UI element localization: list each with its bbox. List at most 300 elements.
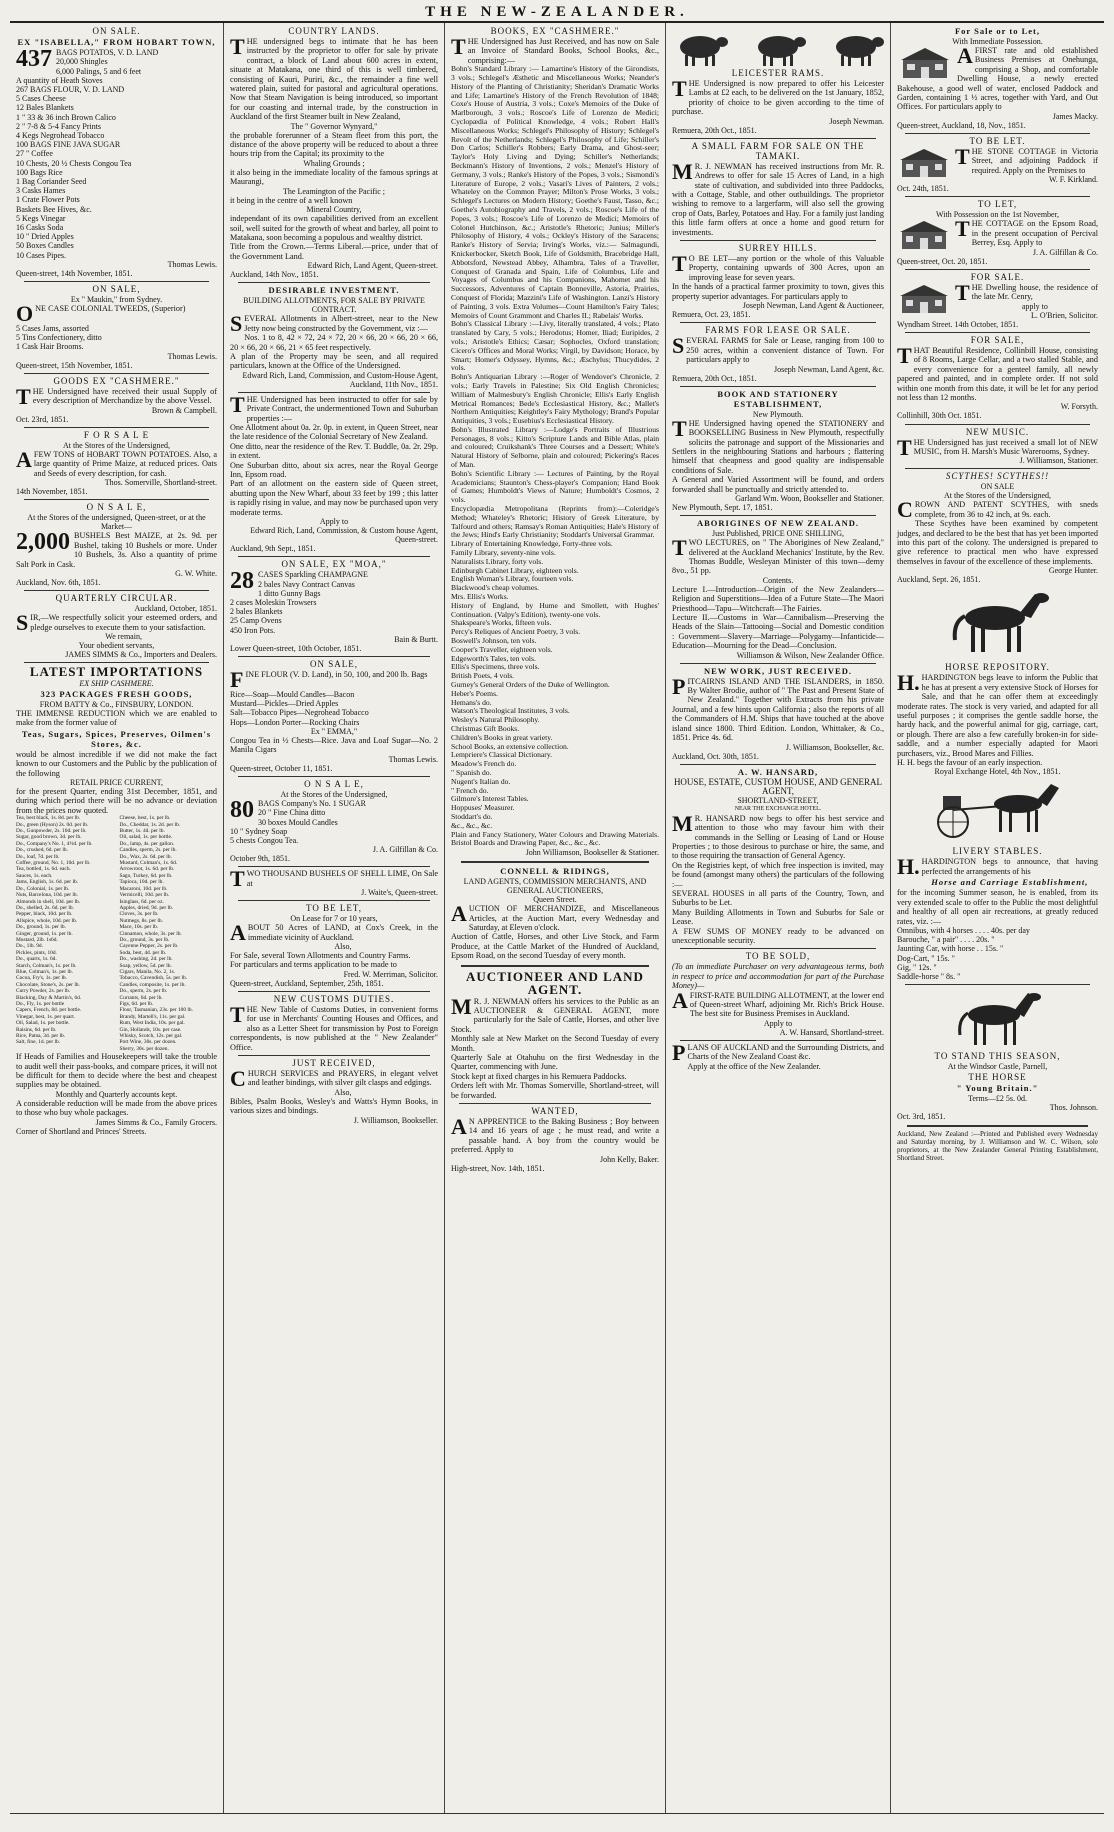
ad-signature: Thos. Johnson.	[1049, 1103, 1098, 1113]
column-2	[224, 23, 445, 1813]
list-item: Ginger, ground, 1s. per lb.	[16, 930, 73, 937]
list-item: Cloves, 3s. per lb.	[119, 911, 159, 918]
ad-body: Title from the Crown.—Terms Liberal.—price, under that of the Government Land.	[230, 242, 438, 261]
list-item: 100 Bags Rice	[16, 167, 63, 177]
ad-footer: Queen-street, 14th November, 1851.	[16, 268, 133, 278]
ad-footer: Auckland, Nov. 6th, 1851.	[16, 577, 101, 587]
list-item: Soap, yellow, 5d. per lb.	[119, 962, 172, 969]
ad-hobart	[16, 26, 217, 278]
divider	[461, 861, 649, 863]
list-item: 10 " Sydney Soap	[230, 826, 288, 836]
ad-heading: ON SALE,	[92, 284, 141, 295]
ad-heading: HORSE REPOSITORY.	[945, 662, 1050, 673]
price-list-right	[120, 815, 218, 1052]
sheep-icon	[750, 29, 806, 67]
ad-auctioneer	[451, 970, 659, 1100]
list-item: Mustard—Pickles—Dried Apples	[230, 699, 339, 709]
ad-to-stand	[897, 1051, 1098, 1121]
ad-body: Plain and Fancy Stationery, Water Colours and Drawing Materials. Bristol Boards and Drawing Paper, &c., &c., &c.	[451, 829, 659, 848]
ad-body: N APPRENTICE to the Baking Business ; Boy between 14 and 16 years of age ; he must read, and write a passable hand. A boy from the country would be preferred. Apply to	[451, 1117, 659, 1155]
list-item: Tea, best black, 1s. 8d. per lb.	[16, 815, 81, 822]
ad-customs	[230, 994, 438, 1052]
ad-quantity: 2,000	[16, 529, 70, 556]
item-list	[16, 57, 217, 259]
ad-heading: A SMALL FARM FOR SALE ON THE TAMAKI.	[691, 140, 865, 161]
ad-footer: Remuera, 20th Oct., 1851.	[672, 373, 757, 383]
list-item: Vinegar, best, 1s. per quart.	[16, 1013, 76, 1020]
divider	[680, 240, 876, 241]
ad-body: R. HANSARD now begs to offer his best service and attention to those who may favour him with their commands in the Selling or Leasing of Land or House Properties ; to those desirous to purchase or hire, the same, and to those requiring the transaction of General Agency.	[672, 813, 884, 861]
ad-goods	[16, 376, 217, 424]
ad-heading: AUCTIONEER AND LAND AGENT.	[466, 968, 644, 997]
cottage-icon	[897, 147, 951, 179]
list-item: Do., shelled, 2s. 6d. per lb.	[16, 904, 74, 911]
ad-from: FROM BATTY & Co., FINSBURY, LONDON.	[39, 699, 194, 709]
list-item: Macaroni, 10d. per lb.	[119, 885, 168, 892]
ad-body: HE undersigned begs to intimate that he has been instructed by the proprietor to offer for sale by private contract, a block of Land about 600 acres in extent, situate at Matakana, one third of this is well timbered, consisting of Kauri, Puriri, &c., the remainder a fine well watered plain, suited for pastoral and agricultural operations. Now that Steam Navigation is being introduced, so important for our coasting and internal trade, by the construction in Auckland of the first Steamer built in New Zealand,	[230, 37, 438, 122]
ad-body: A General and Varied Assortment will be found, and orders forwarded shall be punctually and strictly attended to.	[672, 475, 884, 494]
ad-body: Orders left with Mr. Thomas Somerville, Shortland-street, will be forwarded.	[451, 1081, 659, 1100]
ad-signature: Joseph Newman, Land Agent, &c.	[774, 364, 884, 374]
ad-body: These Scythes have been examined by competent judges, and declared to be the best that has yet been imported into this part of the colony. The undersigned is prepared to give reference to practical men who have expressed themselves in favour of the excellence of these implements.	[897, 519, 1098, 566]
drop-cap: C	[230, 1066, 246, 1091]
ad-heading: FOR SALE.	[970, 271, 1025, 282]
drop-cap: M	[451, 993, 472, 1019]
list-item: British Poets, 4 vols.	[451, 671, 515, 681]
list-item: Do., ground, 3s. per lb.	[119, 936, 170, 943]
ad-heading: LATEST IMPORTATIONS	[29, 663, 204, 679]
list-item: Family Library, seventy-nine vols.	[451, 548, 556, 558]
list-item: Whisky, Scotch, 12s. per gal.	[119, 1033, 183, 1040]
ad-footer: Royal Exchange Hotel, 4th Nov., 1851.	[934, 767, 1061, 777]
list-item: Port Wine, 30s. per dozen.	[119, 1039, 177, 1046]
ad-body: BOUT 50 Acres of LAND, at Cox's Creek, in the immediate vicinity of Auckland.	[247, 923, 438, 942]
divider	[680, 948, 876, 949]
ad-leicester-rams	[672, 25, 884, 135]
ad-signature: J. Williamson, Stationer.	[1019, 456, 1098, 466]
ad-body: HE Undersigned having opened the STATIONERY and BOOKSELLING Business in New Plymouth, respectfully solicits the patronage and support of the Missionaries and Settlers in the neighbouring Stations and harbours ; flattering himself that cheapness and good quality are indispensable conditions of Sale.	[672, 418, 884, 475]
ad-closing: Your obedient servants,	[78, 640, 155, 650]
ad-heading: ABORIGINES OF NEW ZEALAND.	[696, 518, 860, 529]
ad-quantity: 80	[230, 796, 254, 823]
divider	[459, 1103, 651, 1104]
ad-wanted	[451, 1106, 659, 1173]
divider	[905, 133, 1090, 134]
divider	[680, 515, 876, 516]
list-item: Gig, " 12s. "	[897, 962, 937, 972]
list-item: Arrowroot, 1s. 6d. per lb.	[119, 866, 175, 873]
list-item: Coffee, ground, No. 1, 10d. per lb.	[16, 860, 91, 867]
ad-heading: FOR SALE,	[970, 334, 1025, 345]
divider	[680, 764, 876, 765]
ad-heading: F O R S A L E	[83, 429, 150, 440]
ad-ship: EX SHIP CASHMERE.	[79, 678, 154, 688]
ad-subheading: BUILDING ALLOTMENTS, FOR SALE BY PRIVATE CONTRACT.	[243, 296, 425, 315]
ad-body: For Sale, several Town Allotments and Country Farms.	[230, 950, 411, 960]
divider	[461, 965, 649, 967]
ad-body: FIRST-RATE BUILDING ALLOTMENT, at the lower end of Queen-street Wharf, adjoining Mr. Rich's Brick House. The best site for Business Premises in Auckland.	[689, 990, 884, 1019]
ad-footer: Apply at the office of the New Zealander.	[687, 1061, 821, 1071]
ad-body: A plan of the Property may be seen, and all required particulars, known at the Office of the Undersigned.	[230, 351, 438, 371]
ad-signature: Thomas Lewis.	[167, 351, 217, 361]
drop-cap: S	[672, 333, 685, 359]
drop-cap: T	[672, 415, 687, 441]
list-item: Do., Cheddar, 1s. 2d. per lb.	[119, 821, 181, 828]
divider	[680, 663, 876, 664]
divider	[905, 332, 1090, 333]
ad-body: HE Undersigned has Just Received, and has now on Sale an Invoice of Standard Books, School Books, &c., comprising:—	[467, 37, 659, 65]
list-item: Starch, Colman's, 1s. per lb.	[16, 962, 77, 969]
ad-to-be-sold	[672, 951, 884, 1036]
ad-subheading: At the Stores of the Undersigned,	[943, 491, 1052, 501]
list-item: 1 Cask Hair Brooms.	[16, 342, 84, 352]
ad-apply: Apply to	[763, 1018, 793, 1028]
list-item: Vermicelli, 10d. per lb.	[119, 892, 170, 899]
ad-bold-line: Horse and Carriage Establishment,	[931, 877, 1089, 888]
ad-subheading: At the Stores of the undersigned, Queen-street, or at the Market—	[27, 513, 206, 532]
divider	[238, 392, 430, 393]
list-item: History of England, by Hume and Smollett, with Hughes' Continuation. (Valpy's Edition), twenty-one vols.	[451, 600, 659, 619]
ad-signature: Brown & Campbell.	[151, 405, 217, 415]
masthead-title: THE NEW-ZEALANDER.	[425, 4, 689, 20]
ad-horse-name: " Young Britain."	[956, 1083, 1039, 1094]
list-item: Sauces, 1s. each.	[16, 872, 53, 879]
list-item: Do., Wax, 2s. 6d. per lb.	[119, 853, 172, 860]
ad-heading: NEW WORK, JUST RECEIVED.	[704, 665, 852, 676]
list-item: Isinglass, 6d. per oz.	[119, 898, 164, 905]
list-item: Candles, composite, 1s. per lb.	[119, 981, 186, 988]
ad-body: independant of its own capabilities derived from an excellent soil, well suited for the growth of wheat and barley, all point to Matakana, soon becoming a populous and wealthy district.	[230, 214, 438, 242]
drop-cap: T	[230, 1001, 245, 1027]
ad-circular	[16, 593, 217, 659]
list-item: Jaunting Car, with horse . . 15s. "	[897, 944, 1004, 954]
column-5	[891, 23, 1104, 1813]
ad-body: HE New Table of Customs Duties, in convenient forms for use in Merchants' Counting Houses and Offices, and also as a Letter Sheet for transmission by Post to Foreign correspondents, is now published at the " New Zealander" Office.	[230, 1004, 438, 1052]
ad-new-work	[672, 666, 884, 761]
ad-subheading: New Plymouth.	[752, 409, 804, 419]
ad-heading: BOOK AND STATIONERY ESTABLISHMENT,	[717, 388, 839, 409]
ad-signature: John Williamson, Bookseller & Stationer.	[525, 848, 659, 858]
drop-cap: T	[230, 391, 245, 417]
drop-cap: T	[672, 251, 687, 277]
list-item: Cooper's Traveller, eighteen vols.	[451, 644, 553, 654]
drop-cap: H.	[897, 670, 920, 696]
columns	[10, 23, 1104, 1814]
ad-footer: Queen-street, October 11, 1851.	[230, 763, 333, 773]
ad-body: HARDINGTON begs to announce, that having perfected the arrangements of his	[921, 857, 1098, 876]
list-item: Salt, fine, 1d. per lb.	[16, 1039, 61, 1046]
list-item: 5 Cases Cheese	[16, 94, 66, 104]
ad-livery-stables	[897, 846, 1098, 981]
ad-new-music	[897, 427, 1098, 466]
ad-subheading: LAND AGENTS, COMMISSION MERCHANTS, AND GENERAL AUCTIONEERS,	[463, 877, 647, 896]
list-item: Cinnamon, whole, 3s. per lb.	[119, 930, 182, 937]
ad-heading: FARMS FOR LEASE OR SALE.	[705, 325, 851, 336]
ad-quantity: 437	[16, 46, 52, 72]
ad-also: Also,	[334, 941, 352, 951]
drop-cap: H.	[897, 854, 920, 880]
ad-subheading: At the Stores of the Undersigned,	[62, 440, 171, 450]
list-item: 1 ditto Gunny Bags	[258, 588, 321, 598]
list-item: Candles, sperm, 2s. per lb.	[119, 847, 177, 854]
ad-surrey-hills	[672, 243, 884, 319]
list-item: Mrs. Ellis's Works.	[451, 592, 509, 602]
ad-signature: J. Waite's, Queen-street.	[361, 888, 438, 898]
ad-subheading: ON SALE	[980, 482, 1015, 492]
ad-heading: For Sale or to Let,	[954, 26, 1041, 36]
ad-body: HE Dwelling house, the residence of the late Mr. Cenry,	[971, 282, 1098, 302]
ad-moa	[230, 559, 438, 653]
ad-body: Part of an allotment on the eastern side of Queen street, abutting upon the New Wharf, about 33 feet by 199 ; this latter is rapidly rising in value, and may now be purchased upon very moderate terms.	[230, 479, 438, 517]
ad-signature: Joseph Newman, Land Agent & Auctioneer,	[742, 301, 884, 311]
list-item: 5 Tins Confectionery, ditto	[16, 333, 102, 343]
list-item: 20,000 Shingles	[56, 57, 108, 67]
ad-body: Quarterly Sale at Otahuhu on the first Wednesday in the Quarter, commencing with June.	[451, 1053, 659, 1072]
list-item: Ellis's Specimens, three vols.	[451, 662, 540, 672]
list-item: &c., &c., &c.	[451, 820, 493, 830]
ad-body: O BE LET—any portion or the whole of this Valuable Property, containing upwards of 300 Acres, upon an improving lease for seven years.	[688, 254, 884, 282]
ad-signature: W. Forsyth.	[1060, 402, 1098, 412]
ad-body: Congou Tea in ½ Chests—Rice. Java and Loaf Sugar—No. 2 Manila Cigars	[230, 735, 438, 755]
list-item: Stoddart's do.	[451, 811, 493, 821]
list-item: Blacking, Day & Martin's, 6d.	[16, 994, 82, 1001]
column-1	[10, 23, 224, 1813]
ad-signature: W. F. Kirkland.	[1048, 175, 1098, 185]
list-item: Capers, French, 8d. per bottle.	[16, 1007, 82, 1014]
ad-body: HE Undersigned is now prepared to offer his Leicester Lambs at £2 each, to be delivered on the 1st January, 1852, priority of choice to be given according to the time of purchase.	[672, 79, 884, 117]
ad-body: Nos. 1 to 8, 42 × 72, 24 × 72, 20 × 66, 20 × 66, 20 × 66, 20 × 66, 20 × 66, 21 × 65 feet respectively.	[230, 333, 438, 352]
drop-cap: O	[16, 301, 34, 327]
divider	[238, 866, 430, 867]
ad-body: Monthly sale at New Market on the Second Tuesday of every Month.	[451, 1034, 659, 1053]
drop-cap: M	[672, 158, 693, 184]
ad-body: THE IMMENSE REDUCTION which we are enabled to make from the former value of	[16, 708, 217, 728]
ad-footer: Oct. 3rd, 1851.	[897, 1112, 946, 1122]
list-item: Mustard, Colman's, 1s. 6d.	[119, 860, 178, 867]
list-item: Children's Books in great variety.	[451, 732, 553, 742]
list-item: Soda, best, 4d. per lb.	[119, 949, 167, 956]
ad-signature: J. A. Gilfillan & Co.	[1032, 247, 1098, 257]
ad-body: UCTION OF MERCHANDIZE, and Miscellaneous Articles, at the Auction Mart, every Wednesday and Saturday, at Eleven o'clock.	[468, 904, 659, 932]
drop-cap: A	[451, 901, 467, 927]
ad-body: HAT Beautiful Residence, Collinbill House, consisting of 8 Rooms, Large Cellar, and a two stalled Stable, and every convenience for a genteel family, all newly papered and painted, and in complete order. If not sold within one month from this date, it will be let for any period not less than 12 months.	[897, 345, 1098, 402]
ad-heading: ON SALE, EX "MOA,"	[281, 559, 387, 570]
sheep-icon	[828, 29, 884, 67]
list-item: 12 Bales Blankets	[16, 103, 74, 113]
list-item: Oil, Salad, 1s. per bottle.	[16, 1020, 70, 1027]
ad-body: On the Registries kept, of which free inspection is invited, may be found (amongst many others) the particulars of the following :—	[672, 860, 884, 889]
list-item: 2 cases Moleskin Trowsers	[230, 598, 317, 608]
sheep-icon	[672, 29, 728, 67]
ad-signature: Williamson & Wilson, New Zealander Office.	[736, 650, 884, 660]
ad-signature: G. W. White.	[175, 568, 217, 578]
list-item: Do., green (Hyson) 2s. 0d. per lb.	[16, 821, 89, 828]
ad-farms	[672, 325, 884, 382]
divider	[680, 322, 876, 323]
drop-cap: F	[230, 667, 244, 693]
list-item: School Books, an extensive collection.	[451, 741, 569, 751]
ad-country-lands	[230, 26, 438, 279]
ad-books	[451, 26, 659, 857]
imprint-text: Auckland, New Zealand :—Printed and Published every Wednesday and Saturday morning, by J. Williamson and W. C. Wilson, sole proprietors, at the New Zealander General Printing Establishment, Shortland Street.	[897, 1130, 1098, 1163]
list-item: Currants, 6d. per lb.	[119, 994, 163, 1001]
list-item: Curry Powder, 2s. per lb.	[16, 988, 71, 995]
ad-subheading: HOUSE, ESTATE, CUSTOM HOUSE, AND GENERAL AGENT,	[673, 776, 883, 796]
drop-cap: T	[955, 216, 970, 242]
ad-highlight: The " Governor Wynyard,"	[290, 121, 378, 131]
drop-cap: M	[672, 810, 693, 836]
ad-body: it being in the centre of a well known	[230, 195, 353, 205]
list-item: Heber's Poems.	[451, 688, 498, 698]
ad-heading: BOOKS, EX "CASHMERE."	[490, 26, 620, 36]
divider	[24, 373, 209, 374]
drop-cap: T	[955, 144, 970, 170]
ad-footer: Auckland, 14th Nov., 1851.	[230, 270, 319, 280]
ad-body: would be almost incredible if we did not make the fact known to our Customers and the Public by the publication of the following	[16, 749, 217, 778]
ad-signature: James Macky.	[1052, 111, 1098, 121]
list-item: Mustard, 2lb. 1s6d.	[16, 936, 58, 943]
list-item: Edinburgh Cabinet Library, eighteen vols.	[451, 565, 579, 575]
ad-subheading: With Possession on the 1st November,	[936, 210, 1059, 220]
list-item: Omnibus, with 4 horses . . . . 40s. per day	[897, 925, 1030, 935]
list-item: Apples, dried, 9d. per lb.	[119, 904, 174, 911]
list-item: Do., Fly, 1s. per bottle	[16, 1001, 65, 1007]
item-list	[16, 324, 217, 352]
list-item: 16 Casks Soda	[16, 223, 64, 233]
ad-horse: THE HORSE	[968, 1072, 1027, 1083]
ad-sugar	[230, 779, 438, 863]
ad-subheading: With Immediate Possession.	[952, 37, 1043, 46]
ad-signature: J. Williamson, Bookseller, &c.	[785, 742, 884, 752]
ad-forsale	[16, 430, 217, 496]
list-item: Flour, Tasmanian, 23s. per 100 lb.	[119, 1007, 193, 1014]
ad-heading: TO LET,	[977, 199, 1018, 210]
stallion-illustration	[950, 989, 1046, 1047]
ad-street: SHORTLAND-STREET,	[737, 795, 819, 805]
ad-just-received	[230, 1058, 438, 1125]
list-item: 30 boxes Mould Candles	[258, 817, 338, 827]
drop-cap: P	[672, 1039, 686, 1065]
ad-footer: Corner of Shortland and Princes' Streets.	[16, 1126, 147, 1136]
divider	[238, 900, 430, 901]
ad-footer: Queen-street, Auckland, September, 25th, 1851.	[230, 978, 384, 988]
list-item: Gilmore's Interest Tables.	[451, 794, 529, 804]
list-item: 2 bales Navy Contract Canvas	[258, 579, 355, 589]
list-item: Tapioca, 10d. per lb.	[119, 879, 164, 886]
ad-body: Bohn's Classical Library :—Livy, literally translated, 4 vols.; Plato translated by Cary, 5 vols.; Herodotus; Homer, Iliad; Euripides, 2 vols.; Aristotle's Ethics; Cæsar; Sophocles, Oxford translation; Cicero's Offices and Moral Works; Virgil, by Davidson; Horace, by Smart; Homer's Odyssey, Hymns, &c.; Æschylus; Thucydides, 2 vols.	[451, 319, 659, 373]
ad-heading: O N S A L E,	[86, 502, 147, 513]
ad-scythes	[897, 471, 1098, 584]
list-item: Nugent's Italian do.	[451, 776, 511, 786]
list-item: Pickles, pints, 10d.	[16, 949, 57, 956]
list-item: Do., loaf, 7d. per lb.	[16, 853, 60, 860]
list-item: Boswell's Johnson, ten vols.	[451, 636, 537, 646]
ad-first-line: BAGS POTATOS, V. D. LAND	[56, 48, 159, 57]
ad-heading: GOODS EX "CASHMERE."	[53, 375, 180, 386]
ad-terms: Terms—£2 5s. 0d.	[968, 1094, 1027, 1104]
divider	[905, 468, 1090, 469]
ad-body: Lecture II.—Customs in War—Cannibalism—Preserving the Heads of the Slain—Tattooing—Social and Domestic condition : Government—Slavery—Marriage—Polygamy—Infanticide—Education—Mourning for the Dead—Conclusion.	[672, 613, 884, 651]
list-item: Dog-Cart, " 15s. "	[897, 953, 955, 963]
list-item: Christmas Gift Books.	[451, 723, 520, 733]
list-item: Cheese, best, 1s. per lb.	[119, 815, 171, 822]
ad-signature: Bain & Burtt.	[394, 634, 438, 644]
ad-heading: COUNTRY LANDS.	[288, 26, 380, 36]
ad-body: Bohn's Antiquarian Library :—Roger of Wendover's Chronicle, 2 vols.; Early Travels in Palestine; Six Old English Chronicles; William of Malmesbury's English Chronicle; Ellis's Early English Metrical Romances; Bede's Ecclesiastical History, &c.; Mallet's Northern Antiquities; Keightley's Fairy Mythology; Brand's Popular Antiquities, 3 vols.; Eusebius's Ecclesiastical History.	[451, 372, 659, 426]
divider	[238, 991, 430, 992]
drop-cap: T	[897, 342, 912, 368]
carriage-illustration	[923, 780, 1073, 842]
list-item: Barouche, " a pair" . . . . 20s. "	[897, 935, 995, 945]
list-item: 1 Bag Coriander Seed	[16, 177, 87, 187]
ad-signature: A. W. Hansard, Shortland-street.	[779, 1027, 884, 1037]
ad-footer: Auckland, 9th Sept., 1851.	[230, 544, 316, 554]
ad-aborigines	[672, 518, 884, 659]
ad-heading: A. W. HANSARD,	[737, 766, 819, 777]
ad-footer: High-street, Nov. 14th, 1851.	[451, 1163, 545, 1173]
ad-body: HE Undersigned has been instructed to offer for sale by Private Contract, the undermentioned Town and Suburban properties :—	[246, 394, 438, 423]
list-item: 10 Chests, 20 ½ Chests Congou Tea	[16, 158, 132, 168]
ad-body: HE Undersigned has just received a small lot of NEW MUSIC, from H. Marsh's Music Warerooms, Sydney.	[913, 437, 1098, 456]
ad-heading: WANTED,	[531, 1106, 579, 1117]
drop-cap: C	[897, 497, 913, 523]
ad-connell	[451, 866, 659, 960]
divider	[238, 556, 430, 557]
ad-footer: Collinhill, 30th Oct. 1851.	[897, 411, 982, 421]
list-item: Chocolate, Stone's, 2s. per lb.	[16, 981, 80, 988]
house-icon	[897, 46, 953, 80]
list-item: Figs, 6d. per lb.	[119, 1001, 154, 1007]
divider	[905, 269, 1090, 270]
ad-footer: October 9th, 1851.	[230, 854, 290, 864]
ad-date: Auckland, October, 1851.	[134, 604, 217, 614]
divider	[905, 424, 1090, 425]
ad-bold-line: Teas, Sugars, Spices, Preserves, Oilmen's Stores, &c.	[21, 728, 212, 749]
list-item: Library of Entertaining Knowledge, Forty-three vols.	[451, 539, 613, 549]
ad-heading: LEICESTER RAMS.	[731, 68, 825, 78]
list-item: Do., ground, 1s. per lb.	[16, 924, 66, 931]
ad-heading: QUARTERLY CIRCULAR.	[55, 593, 178, 604]
list-item: Do., sperm, 2s. per lb.	[119, 988, 168, 995]
list-item: Nuts, Barcelona, 10d. per lb.	[16, 892, 78, 899]
list-item: 27 " Coffee	[16, 149, 53, 159]
ad-footer: Wyndham Street. 14th October, 1851.	[897, 319, 1019, 329]
list-item: 2 bales Blankets	[230, 607, 283, 617]
ad-closing: We remain,	[105, 631, 142, 641]
list-item: " Spanish do.	[451, 767, 492, 777]
ad-body: FEW TONS of HOBART TOWN POTATOES. Also, a large quantity of Prime Maize, at reduced prices. Oats and Seeds of every description, for cash.	[33, 449, 217, 478]
ad-heading: SCYTHES! SCYTHES!!	[945, 471, 1050, 482]
divider	[238, 776, 430, 777]
rate-list	[897, 926, 1098, 981]
ad-signature: J. A. Gilfillan & Co.	[372, 845, 438, 855]
divider	[680, 138, 876, 139]
list-item: Jams, English, 1s. 6d. per lb.	[16, 879, 78, 886]
ad-heading: NEW CUSTOMS DUTIES.	[273, 993, 395, 1004]
ad-signature: J. Williamson, Bookseller.	[353, 1115, 438, 1125]
divider	[24, 427, 209, 428]
list-item: Shakspeare's Works, fifteen vols.	[451, 618, 552, 628]
ad-body: (To an immediate Purchaser on very advantageous terms, both in respect to price and accommodation for part of the Purchase Money)—	[672, 962, 884, 991]
list-item: Do., washing, 2d. per lb.	[119, 956, 173, 963]
ad-heading: SURREY HILLS.	[738, 243, 818, 254]
list-item: 267 BAGS FLOUR, V. D. LAND	[16, 85, 125, 95]
ad-highlight: Mineral Country,	[306, 205, 362, 215]
ad-cottage-epsom	[897, 199, 1098, 265]
ad-body: NE CASE COLONIAL TWEEDS, (Superior)	[35, 304, 186, 314]
drop-cap: A	[672, 987, 688, 1013]
drop-cap: T	[955, 279, 970, 305]
